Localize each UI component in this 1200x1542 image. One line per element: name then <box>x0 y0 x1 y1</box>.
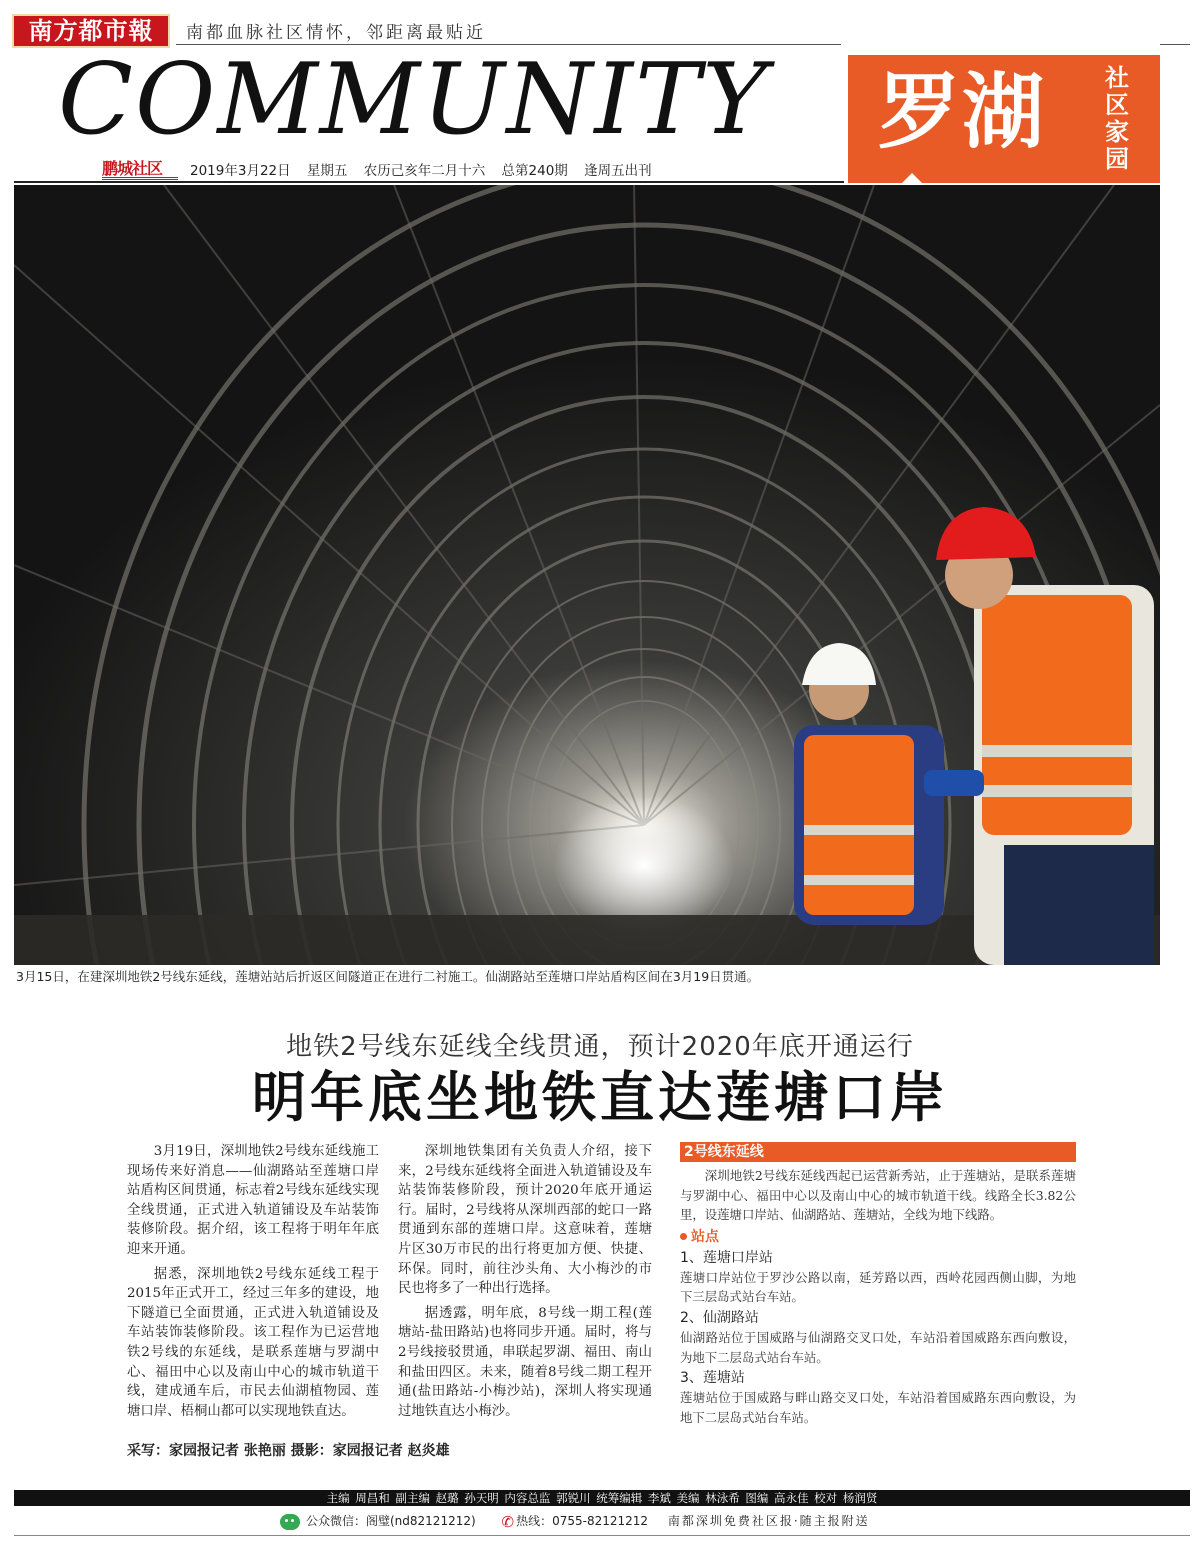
article-column-2 <box>398 1142 652 1426</box>
sidebar-section-label: 站点 <box>691 1228 719 1245</box>
issue-weekday: 星期五 <box>306 163 348 179</box>
tunnel-photo <box>14 185 1160 965</box>
issue-info <box>190 159 664 179</box>
hotline: 热线：0755-82121212 <box>516 1514 649 1528</box>
issue-number: 总第240期 <box>501 163 568 179</box>
wechat-account: 公众微信：阁璧(nd82121212) <box>306 1514 476 1528</box>
district-name: 罗湖 <box>878 65 1047 160</box>
info-sidebar <box>680 1142 1076 1427</box>
issue-lunar-date: 农历己亥年二月十六 <box>363 163 486 179</box>
article-paragraph: 据透露，明年底，8号线一期工程(莲塘站-盐田路站)也将同步开通。届时，将与2号线接驳贯通，串联起罗湖、福田、南山和盐田四区。未来，随着8号线二期工程开通(盐田路站-小梅沙站)，深圳人将实现通过地铁直达小梅沙。 <box>398 1305 652 1419</box>
photo-caption: 3月15日，在建深圳地铁2号线东延线，莲塘站站后折返区间隧道正在进行二衬施工。仙湖路站至莲塘口岸站盾构区间在3月19日贯通。 <box>16 969 760 984</box>
wechat-icon <box>280 1514 300 1530</box>
station-name: 1、莲塘口岸站 <box>680 1249 773 1266</box>
district-notch <box>902 173 922 183</box>
district-subtitle: 社区家园 <box>1105 64 1129 173</box>
station-description: 莲塘口岸站位于罗沙公路以南，延芳路以西，西岭花园西侧山脚，为地下三层岛式站台车站。 <box>680 1269 1076 1305</box>
distribution-note: 南都深圳免费社区报·随主报附送 <box>667 1514 870 1528</box>
masthead-rule <box>14 181 844 183</box>
district-badge <box>848 55 1160 183</box>
bullet-icon <box>680 1233 687 1240</box>
issue-frequency: 逢周五出刊 <box>584 163 652 179</box>
sub-logo: 鹏城社区 <box>102 158 178 180</box>
contact-line <box>280 1510 1160 1532</box>
section-title: COMMUNITY <box>58 43 770 157</box>
tunnel-end-light <box>554 795 734 935</box>
station-name: 2、仙湖路站 <box>680 1309 759 1326</box>
tagline: 南都血脉社区情怀，邻距离最贴近 <box>186 23 486 43</box>
station-description: 仙湖路站位于国威路与仙湖路交叉口处，车站沿着国威路东西向敷设，为地下二层岛式站台车站。 <box>680 1329 1076 1365</box>
phone-icon: ✆ <box>501 1512 515 1531</box>
article-paragraph: 深圳地铁集团有关负责人介绍，接下来，2号线东延线将全面进入轨道铺设及车站装饰装修阶段，预计2020年底开通运行。届时，2号线将从深圳西部的蛇口一路贯通到东部的莲塘口岸。这意味着，莲塘片区30万市民的出行将更加方便、快捷、环保。同时，前往沙头角、大小梅沙的市民也将多了一种出行选择。 <box>398 1144 652 1297</box>
issue-date: 2019年3月22日 <box>190 163 291 179</box>
newspaper-logo: 南方都市報 <box>12 14 170 48</box>
article-paragraph: 据悉，深圳地铁2号线东延线工程于2015年正式开工，经过三年多的建设，地下隧道已全面贯通，正式进入轨道铺设及车站装饰装修阶段。该工程作为已运营地铁2号线的东延线，是联系莲塘与罗湖中心、福田中心以及南山中心的城市轨道干线，建成通车后，市民去仙湖植物园、莲塘口岸、梧桐山都可以实现地铁直达。 <box>127 1266 379 1419</box>
staff-credits: 主编 周昌和 副主编 赵璐 孙天明 内容总监 郭锐川 统筹编辑 李斌 美编 林泳希 图编 高永佳 校对 杨润贤 <box>14 1490 1190 1506</box>
top-rule-right <box>1160 44 1190 45</box>
sidebar-section-heading <box>680 1227 1076 1247</box>
footer-rule <box>14 1535 1190 1536</box>
station-description: 莲塘站位于国威路与畔山路交叉口处，车站沿着国威路东西向敷设，为地下二层岛式站台车站。 <box>680 1390 1076 1425</box>
sidebar-title: 2号线东延线 <box>680 1142 1076 1162</box>
article-byline: 采写：家园报记者 张艳丽 摄影：家园报记者 赵炎雄 <box>127 1443 450 1459</box>
article-headline: 明年底坐地铁直达莲塘口岸 <box>252 1066 948 1129</box>
tunnel-illustration <box>14 185 1160 965</box>
article-kicker: 地铁2号线东延线全线贯通，预计2020年底开通运行 <box>286 1032 914 1062</box>
sidebar-intro: 深圳地铁2号线东延线西起已运营新秀站，止于莲塘站，是联系莲塘与罗湖中心、福田中心以及南山中心的城市轨道干线。线路全长3.82公里，设莲塘口岸站、仙湖路站、莲塘站，全线为地下线路。 <box>680 1168 1076 1223</box>
article-paragraph: 3月19日，深圳地铁2号线东延线施工现场传来好消息——仙湖路站至莲塘口岸站盾构区间贯通，标志着2号线东延线实现全线贯通，正式进入轨道铺设及车站装饰装修阶段。据介绍，该工程将于明年年底迎来开通。 <box>127 1144 379 1257</box>
article-column-1 <box>127 1142 379 1426</box>
station-name: 3、莲塘站 <box>680 1370 745 1387</box>
